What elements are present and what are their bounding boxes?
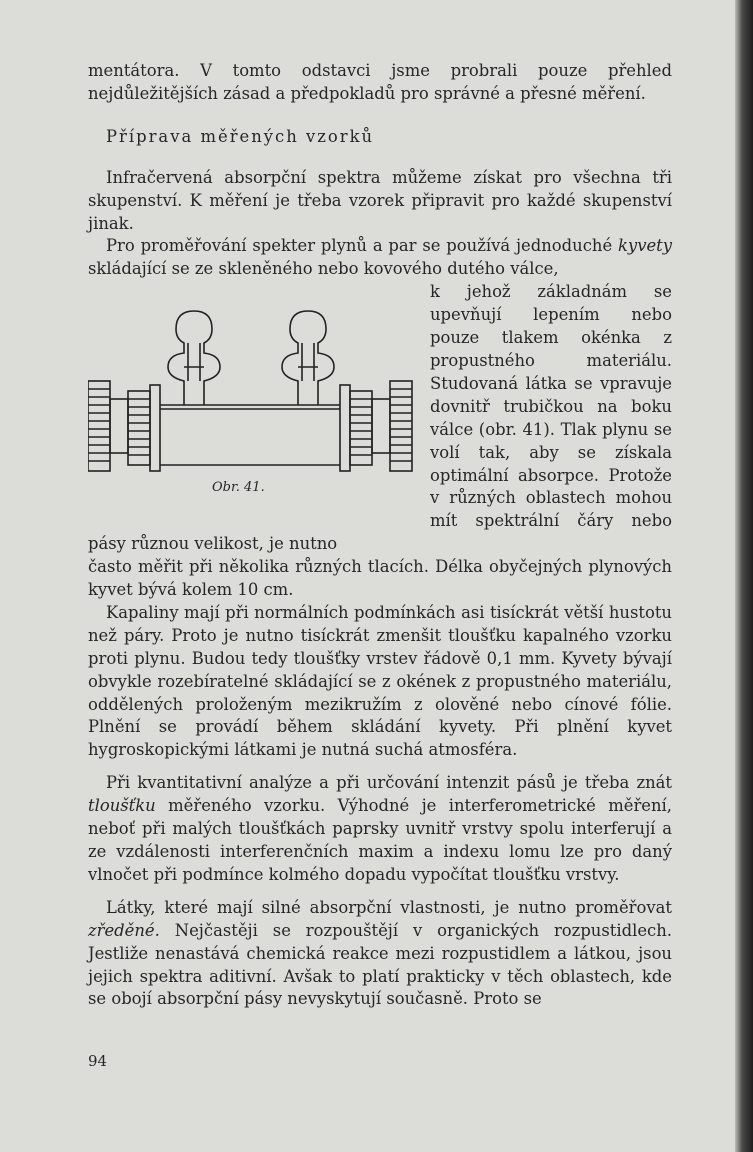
section-heading: Příprava měřených vzorků xyxy=(106,126,375,146)
thickness-text-start: Při kvantitativní analýze a při určování intenzit pásů je třeba znát xyxy=(106,773,672,793)
dilution-text-start: Látky, které mají silné absorpční vlastnosti, je nutno proměřovat xyxy=(106,897,672,917)
paragraph-gas-cells-wrapped: k jehož základnám se upevňují lepením nebo pouze tlakem okénka z propustného materiálu. Studovaná látka se vpravuje dovnitř trubičkou na boku válce (obr. 41). Tlak plynu se volí tak, aby se získala optimální absorpce. Protože v různých oblastech mohou mít spektrální čáry nebo pásy různou velikost, je nutno xyxy=(88,282,672,554)
figure-block xyxy=(88,281,672,556)
dilution-text-end: Nejčastěji se rozpouštějí v organických rozpustidlech. Jestliže nenastává chemická reakce mezi rozpustidlem a látkou, jsou jejich spektra aditivní. Avšak to platí prakticky v těch oblastech, kde se obojí absorpční pásy nevyskytují současně. Proto se xyxy=(88,920,672,1009)
figure-caption: Obr. 41. xyxy=(212,480,265,496)
paragraph-continuation: mentátora. V tomto odstavci jsme probrali pouze přehled nejdůležitějších zásad a předpokladů pro správné a přesné měření. xyxy=(88,61,672,103)
gas-text-middle: skládající se ze skleněného nebo kovového dutého válce, xyxy=(88,259,559,279)
page-number: 94 xyxy=(88,1052,108,1070)
paragraph-thickness xyxy=(88,772,672,887)
paragraph-liquids: Kapaliny mají při normálních podmínkách asi tisíckrát větší hustotu než páry. Proto je nutno tisíckrát zmenšit tloušťku kapalného vzorku proti plynu. Budou tedy tloušťky vrstev řádově 0,1 mm. Kyvety bývají obvykle rozebíratelné skládající se z okének z propustného materiálu, oddělených proloženým mezikružím z olověné nebo cínové fólie. Plnění se provádí během skládání kyvety. Při plnění kyvet hygroskopickými látkami je nutná suchá atmosféra. xyxy=(88,602,672,760)
emphasis-tloustku: tloušťku xyxy=(88,796,156,816)
emphasis-kyvety: kyvety xyxy=(618,236,672,256)
thickness-text-end: měřeného vzorku. Výhodné je interferometrické měření, neboť při malých tloušťkách paprsky uvnitř vrstvy spolu interferují a ze vzdálenosti interferenčních maxim a indexu lomu lze pro daný vlnočet při podmínce kolmého dopadu vypočítat tloušťku vrstvy. xyxy=(88,796,672,884)
paragraph-gas-cells-intro xyxy=(88,235,672,281)
paragraph-dilution xyxy=(88,897,672,1012)
paragraph-gas-cells-end: často měřit při několika různých tlacích. Délka obyčejných plynových kyvet bývá kolem 10 cm. xyxy=(88,557,672,600)
emphasis-zredene: zředěné. xyxy=(88,920,160,940)
book-binding-edge xyxy=(735,0,753,1152)
gas-text-start: Pro proměřování spekter plynů a par se používá jednoduché xyxy=(106,236,613,256)
paragraph-states: Infračervená absorpční spektra můžeme získat pro všechna tři skupenství. K měření je třeba vzorek připravit pro každé skupenství jinak. xyxy=(88,167,672,233)
figure-41 xyxy=(88,281,424,531)
page-text xyxy=(88,60,672,1011)
